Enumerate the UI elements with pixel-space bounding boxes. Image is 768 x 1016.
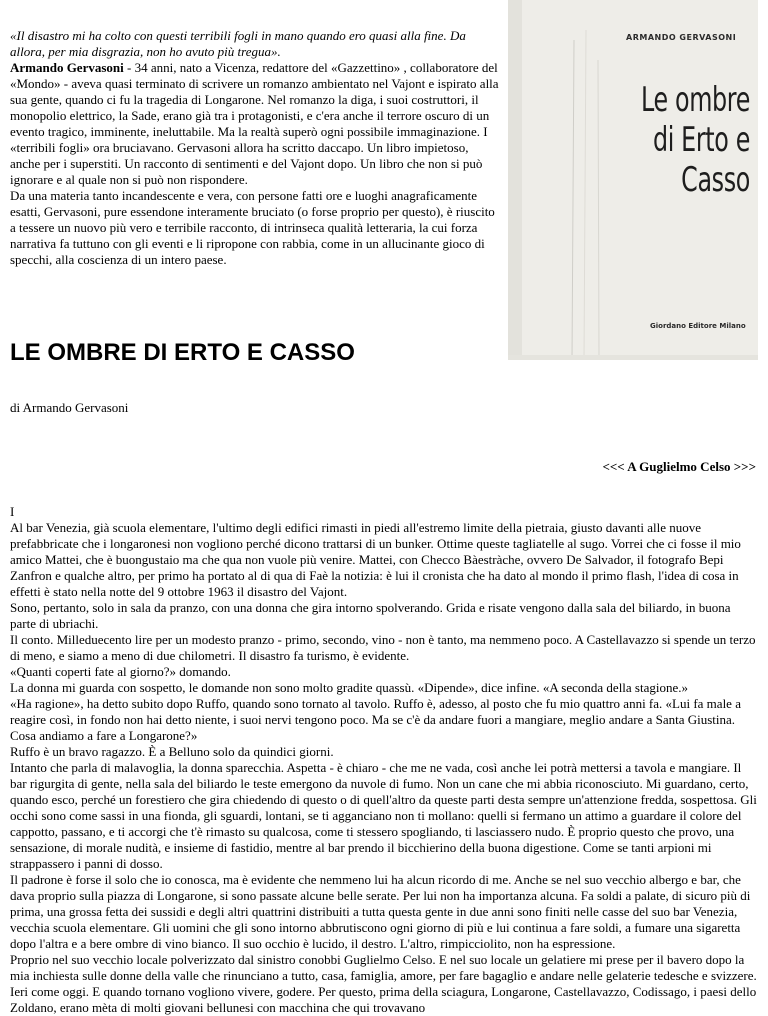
cover-title: [631, 80, 750, 200]
dedication-link[interactable]: A Guglielmo Celso: [627, 459, 731, 474]
author-name: Armando Gervasoni: [10, 60, 124, 75]
intro-quote: «Il disastro mi ha colto con questi terribili fogli in mano quando ero quasi alla fine. Da allora, per mia disgrazia, non ho avuto più tregua».: [10, 28, 466, 59]
cover-author: ARMANDO GERVASONI: [626, 33, 737, 42]
chapter-paragraph: Il padrone è forse il solo che io conosca, ma è evidente che nemmeno lui ha alcun ricordo di me. Anche se nel suo vecchio albergo e bar, che dava proprio sulla piazza di Longarone, si sono passate alcune belle serate. Per lui non ha importanza alcuna. Fa soldi a palate, di sicuro più di prima, una grossa fetta dei sussidi e degli altri quattrini distribuiti a tutta questa gente in due anni sono finiti nelle casse del suo bar Venezia, vecchia scuola elementare. Gli uomini che gli sono intorno abbrutiscono ogni giorno di più e lui continua a fare soldi, a fumare una sigaretta dopo l'altra e a bere ombre di vino bianco. Il suo occhio è lucido, il destro. L'altro, rimpicciolito, non ha espressione.: [10, 872, 751, 951]
prev-link[interactable]: <<<: [602, 459, 625, 474]
chapter-navigation: [10, 459, 758, 475]
page-title: LE OMBRE DI ERTO E CASSO: [10, 339, 355, 366]
cover-publisher: Giordano Editore Milano: [650, 322, 746, 330]
chapter-paragraph: Sono, pertanto, solo in sala da pranzo, con una donna che gira intorno spolverando. Grida e risate vengono dalla sala del biliardo, in buona parte di ubriachi.: [10, 600, 731, 631]
chapter-number: I: [10, 504, 15, 519]
chapter-paragraph: «Ha ragione», ha detto subito dopo Ruffo, quando sono tornato al tavolo. Ruffo è, adesso, al posto che fu mio quattro anni fa. «Lui fa male a reagire così, in fondo non hai detto niente, i suoi nervi tengono poco. Ma se c'è da andare fuori a mangiare, meglio andare a Santa Giustina. Cosa andiamo a fare a Longarone?»: [10, 696, 741, 743]
intro-bio: [10, 60, 502, 188]
next-link[interactable]: >>>: [733, 459, 756, 474]
byline: di Armando Gervasoni: [10, 400, 129, 415]
cover-title-line-1: Le ombre: [640, 80, 750, 120]
intro-bio-continued: Da una materia tanto incandescente e vera, con persone fatti ore e luoghi anagraficamente esatti, Gervasoni, pure essendone interamente bruciato (o forse proprio per questo), è riuscito a tessere un nuovo più vero e terribile racconto, di intrinseca qualità letteraria, la cui forza narrativa fa tuttuno con gli eventi e li ripropone con rabbia, come in un allucinante gioco di specchi, alla coscienza di un intero paese.: [10, 188, 495, 267]
chapter-paragraph: Ruffo è un bravo ragazzo. È a Belluno solo da quindici giorni.: [10, 744, 334, 759]
book-cover-image: [508, 0, 758, 360]
chapter-paragraph: «Quanti coperti fate al giorno?» domando.: [10, 664, 231, 679]
intro-bio-text: - 34 anni, nato a Vicenza, redattore del «Gazzettino» , collaboratore del «Mondo» - aveva quasi terminato di scrivere un romanzo ambientato nel Vajont e ispirato alla sua gente, quando ci fu la tragedia di Longarone. Nel romanzo la diga, i suoi costruttori, il monopolio elettrico, la Sade, erano già tra i protagonisti, e c'era anche il terrore oscuro di un evento tragico, imminente, ineluttabile. Ma la realtà superò ogni possibile immaginazione. I «terribili fogli» ora bruciavano. Gervasoni allora ha scritto daccapo. Un libro impietoso, anche per i superstiti. Un racconto di sentimenti e del Vajont dopo. Un libro che non si può ignorare e al quale non si può non rispondere.: [10, 60, 499, 187]
chapter-paragraph: Al bar Venezia, già scuola elementare, l'ultimo degli edifici rimasti in piedi all'estremo limite della pietraia, giusto davanti alle nuove prefabbricate che i longaronesi non vogliono perché dicono trattarsi di un bunker. Ottime queste tagliatelle al sugo. Vorrei che ci fosse il mio amico Mattei, che è buongustaio ma che qua non vuole più venire. Mattei, con Checco Bàestràche, ovvero De Salvador, il fotografo Bepi Zanfron e qualche altro, per primo ha portato al di qua di Faè la notizia: è lui il cronista che ha dato al mondo il primo flash, l'idea di cosa in effetti è stato nella notte del 9 ottobre 1963 il disastro del Vajont.: [10, 520, 741, 599]
chapter-paragraph: La donna mi guarda con sospetto, le domande non sono molto gradite quassù. «Dipende», dice infine. «A seconda della stagione.»: [10, 680, 689, 695]
chapter-paragraph: Il conto. Milleduecento lire per un modesto pranzo - primo, secondo, vino - non è tanto, ma nemmeno poco. A Castellavazzo si spende un terzo di meno, e siamo a meno di due chilometri. Il disastro fa turismo, è evidente.: [10, 632, 756, 663]
chapter-paragraph: Proprio nel suo vecchio locale polverizzato dal sinistro conobbi Guglielmo Celso. E nel suo locale un gelatiere mi prese per il bavero dopo la mia inchiesta sulle donne della valle che rinunciano a tutto, casa, famiglia, amore, per fare bagaglio e andare nelle gelaterie tedesche e svizzere. Ieri come oggi. E quando tornano vogliono vivere, godere. Per questo, prima della sciagura, Longarone, Castellavazzo, Codissago, i paesi dello Zoldano, erano mèta di molti giovani bellunesi con macchina che qui trovavano: [10, 952, 757, 1015]
chapter-body: [10, 504, 758, 1016]
chapter-paragraph: Intanto che parla di malavoglia, la donna sparecchia. Aspetta - è chiaro - che me ne vada, così anche lei potrà mettersi a tavola e mangiare. Il bar rigurgita di gente, nella sala del biliardo le teste emergono da nuvole di fumo. Non un cane che mi abbia riconosciuto. Mi guardano, certo, quando esco, perché un forestiero che gira chiedendo di questo o di quell'altro da queste parti desta sempre un'attenzione fredda, sospettosa. Gli occhi sono come sassi in una fionda, gli sguardi, lontani, se ti agganciano non ti mollano: quelli si fermano un attimo a guardare il colore del cappotto, passano, e ti accorgi che t'è rimasto su qualcosa, come ti stessero spogliando, ti lasciassero nudo. È proprio questo che provo, una sensazione, di morale nudità, e insieme di fastidio, mentre al bar prendo il bicchierino della buona digestione. Come se tanti arpioni mi strappassero i panni di dosso.: [10, 760, 757, 871]
intro-text: [10, 28, 502, 268]
cover-title-line-2: di Erto e Casso: [652, 120, 750, 200]
